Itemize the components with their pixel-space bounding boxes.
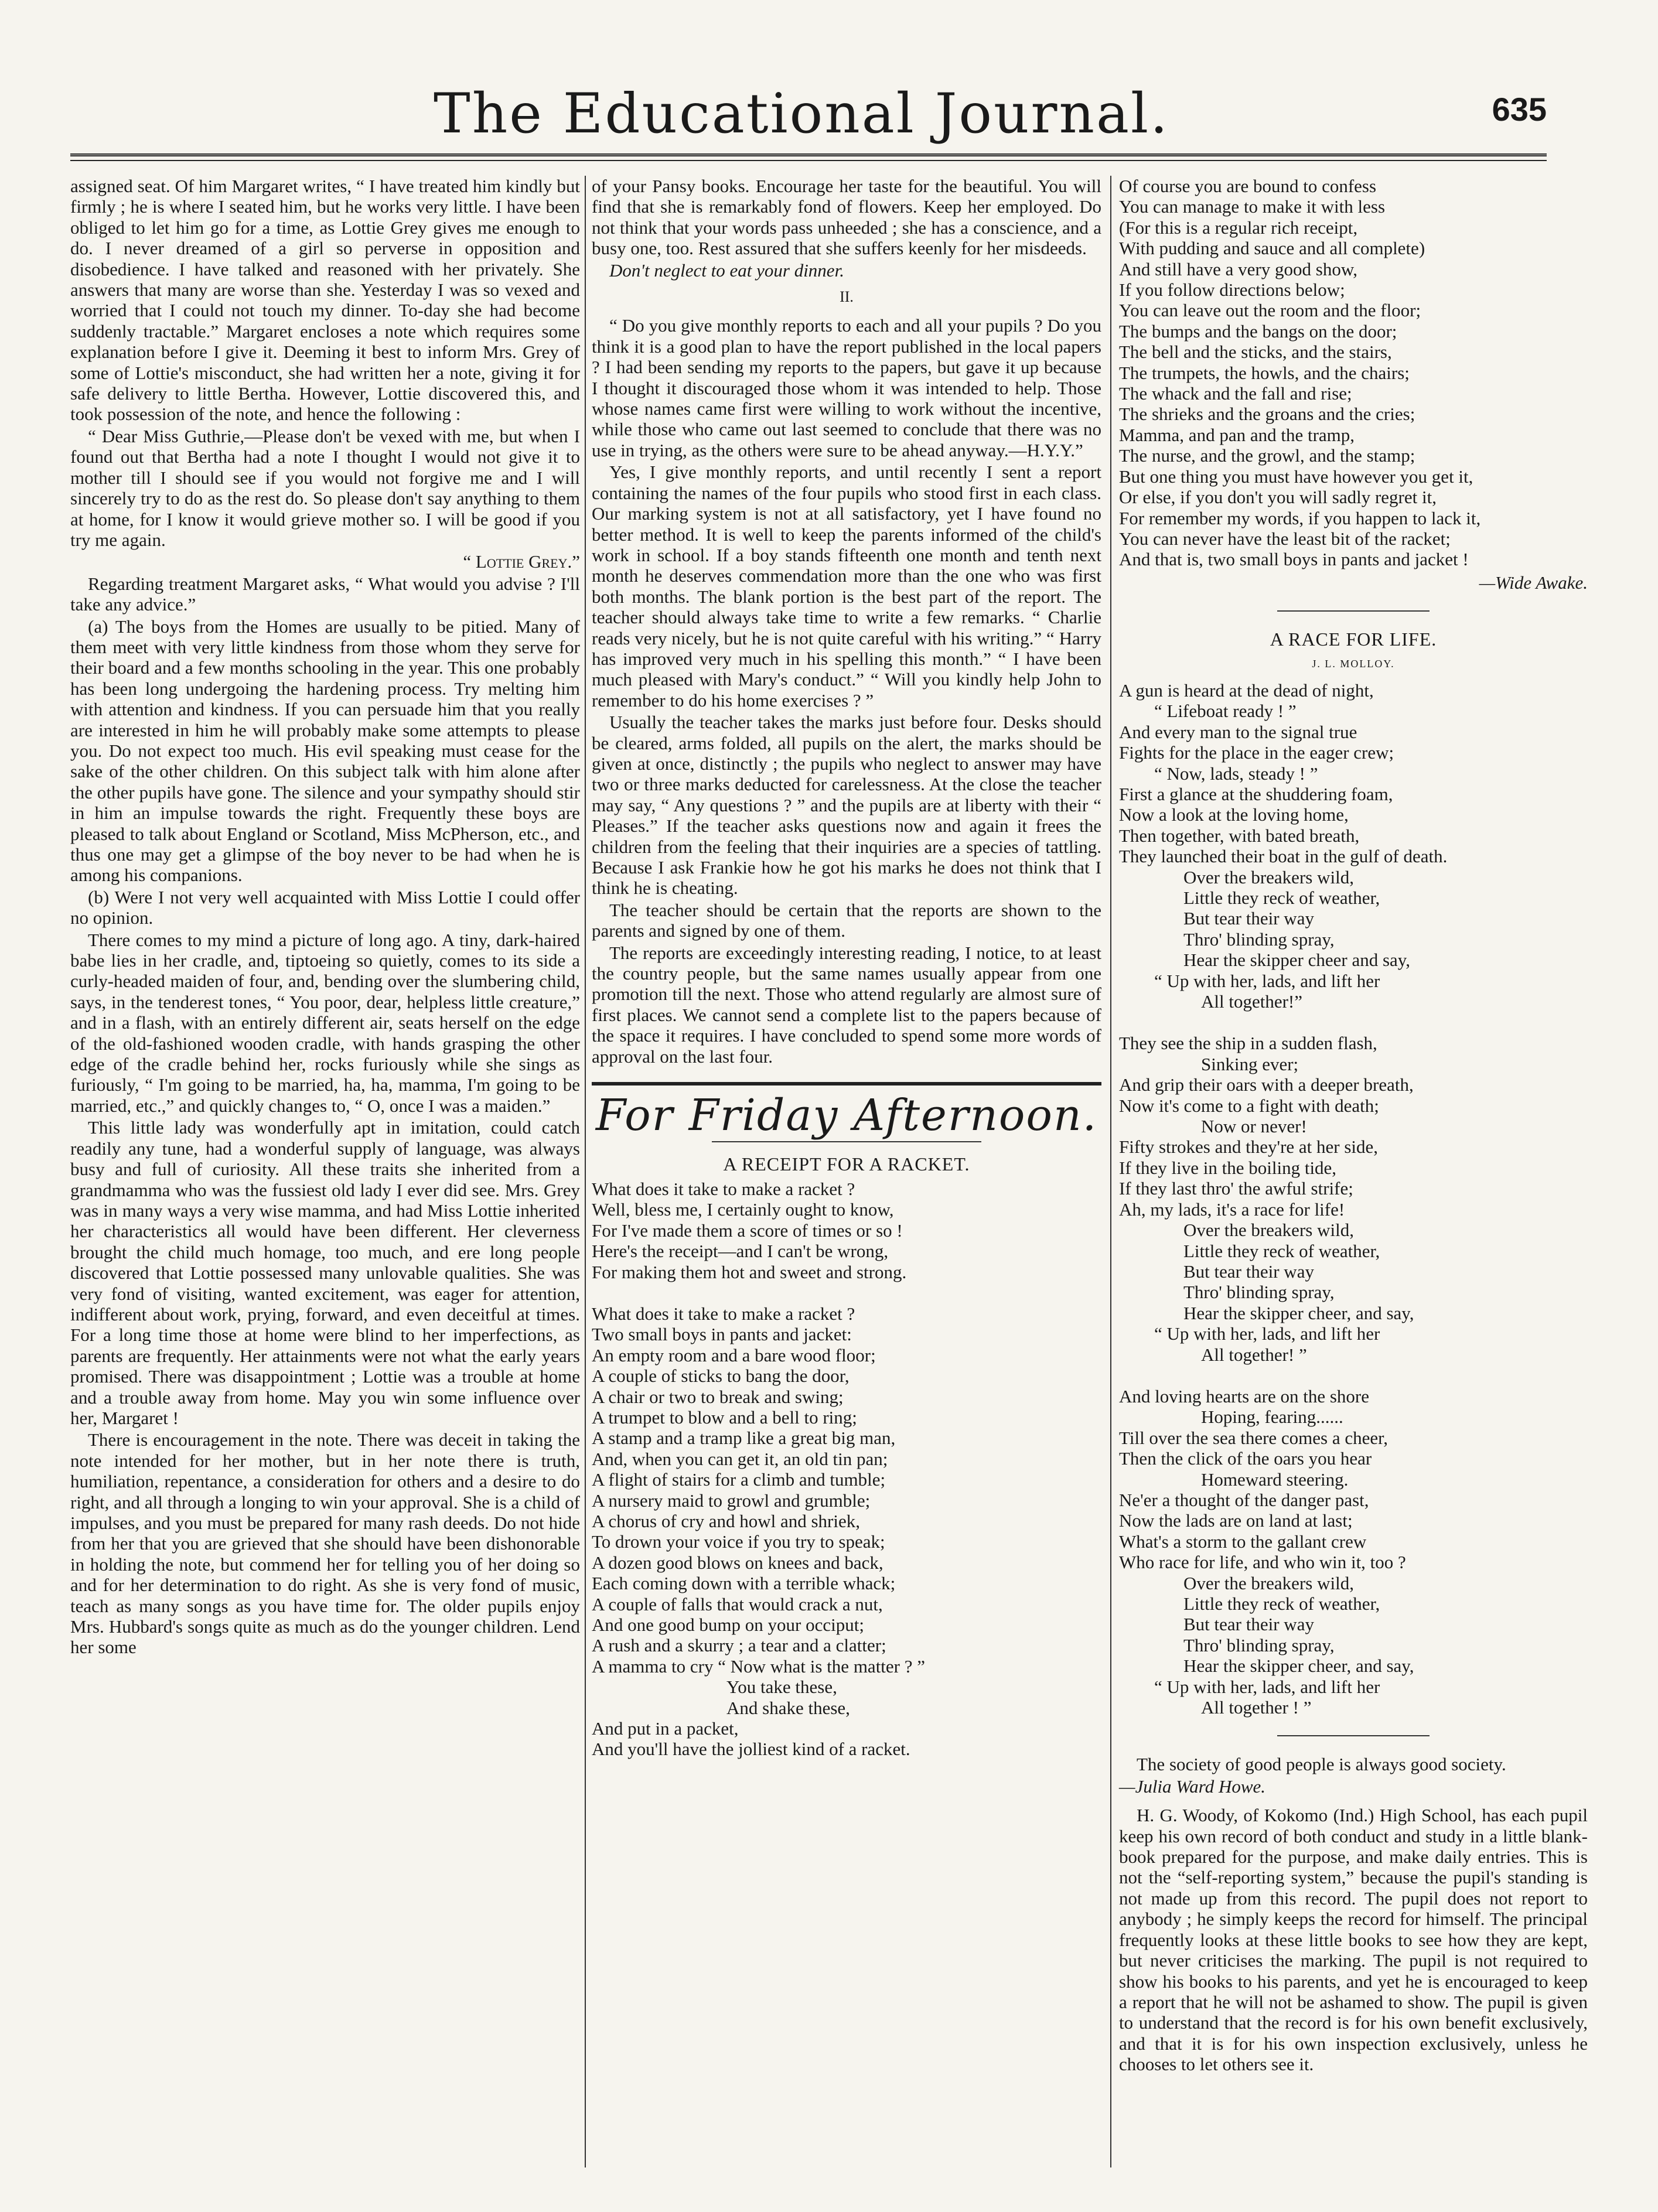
section-number: II. <box>840 288 854 306</box>
poem-line: “ Up with her, lads, and lift her <box>1154 970 1380 991</box>
header-rule <box>70 153 1547 161</box>
paragraph: assigned seat. Of him Margaret writes, “ I have treated him kindly but firmly ; he is where I seated him, but he works very little. I have been obliged to let him go for a time, as Lottie Grey gives me enough to do. I never dreamed of a girl so perverse in opposition and disobedience. I have talked and reasoned with her privately. She answers that many are worse than she. Yesterday I was so vexed and worried that I could not touch my dinner. To-day she had become suddenly tractable.” Margaret encloses a note which requires some explanation before I give it. Deeming it best to inform Mrs. Grey of some of Lottie's misconduct, she had written her a note, giving it for safe delivery to little Bertha. However, Lottie discovered this, and took possession of the note, and hence the following : <box>70 176 580 425</box>
poem-line: And you'll have the jolliest kind of a racket. <box>592 1739 910 1760</box>
poem-line: Then together, with bated breath, <box>1119 825 1360 846</box>
paragraph: There is encouragement in the note. There was deceit in taking the note intended for her mother, but in her note there is truth, humiliation, repentance, a consideration for others and a desire to do right, and all through a longing to win your approval. She is a child of impulses, and you must be prepared for many rash deeds. Do not hide from her that you are grieved that she should have been dishonorable in holding the note, but commend her for telling you of her doing so and for her determination to do right. As she is very fond of music, teach as many songs as you have time for. The older pupils enjoy Mrs. Hubbard's songs quite as much as do the younger children. Lend her some <box>70 1429 580 1658</box>
poem-line: What does it take to make a racket ? <box>592 1178 855 1199</box>
poem-line: They see the ship in a sudden flash, <box>1119 1033 1377 1054</box>
poem-line: Hear the skipper cheer, and say, <box>1183 1655 1414 1677</box>
poem-line: And one good bump on your occiput; <box>592 1614 864 1635</box>
poem-line: Mamma, and pan and the tramp, <box>1119 424 1355 445</box>
poem-author: J. L. MOLLOY. <box>1312 657 1395 670</box>
poem-stanza <box>1119 680 1588 1012</box>
poem-line: A stamp and a tramp like a great big man, <box>592 1428 896 1449</box>
quote: The society of good people is always good society. <box>1137 1754 1506 1775</box>
poem-line: If you follow directions below; <box>1119 279 1345 301</box>
poem-line: A chorus of cry and howl and shriek, <box>592 1510 861 1531</box>
poem-line: But tear their way <box>1183 1614 1314 1635</box>
poem-line: Or else, if you don't you will sadly regret it, <box>1119 487 1437 508</box>
paragraph: Usually the teacher takes the marks just before four. Desks should be cleared, arms folded, all pupils on the alert, the marks should be given at once, distinctly ; the pupils who neglect to answer may have two or three marks deducted for carelessness. At the close the teacher may say, “ Any questions ? ” and the pupils are at liberty with their “ Pleases.” If the teacher asks questions now and again it frees the children from the feeling that their inquiries are a species of tattling. Because I ask Frankie how he got his marks he does not think that I think he is cheating. <box>592 712 1101 899</box>
column-divider <box>585 176 586 2167</box>
poem-line: But tear their way <box>1183 1261 1314 1282</box>
poem-line: All together!” <box>1201 991 1303 1012</box>
poem-stanza <box>1119 1033 1588 1365</box>
poem-line: Over the breakers wild, <box>1183 1572 1354 1593</box>
poem-line: First a glance at the shuddering foam, <box>1119 783 1393 804</box>
divider <box>1277 1735 1430 1736</box>
poem-line: A couple of sticks to bang the door, <box>592 1366 850 1387</box>
poem-line: A chair or two to break and swing; <box>592 1386 844 1407</box>
poem-line: Sinking ever; <box>1201 1053 1299 1074</box>
poem-line: An empty room and a bare wood floor; <box>592 1344 876 1366</box>
poem-line: But one thing you must have however you get it, <box>1119 466 1473 487</box>
poem-line: Thro' blinding spray, <box>1183 1634 1335 1655</box>
poem-line: The whack and the fall and rise; <box>1119 383 1352 404</box>
poem-line: Ah, my lads, it's a race for life! <box>1119 1199 1345 1220</box>
poem-line: Who race for life, and who win it, too ? <box>1119 1552 1406 1573</box>
poem-stanza <box>592 1179 1101 1760</box>
poem-line: To drown your voice if you try to speak; <box>592 1531 885 1552</box>
poem-line: And loving hearts are on the shore <box>1119 1385 1369 1407</box>
poem-line: You can never have the least bit of the racket; <box>1119 528 1451 549</box>
poem-line: “ Up with her, lads, and lift her <box>1154 1323 1380 1344</box>
poem-line: For making them hot and sweet and strong. <box>592 1261 907 1282</box>
column-right <box>1119 176 1588 2076</box>
poem-line: Over the breakers wild, <box>1183 866 1354 887</box>
poem-line: A couple of falls that would crack a nut, <box>592 1593 883 1614</box>
poem-line: Now or never! <box>1201 1116 1307 1137</box>
paragraph: of your Pansy books. Encourage her taste for the beautiful. You will find that she is remarkably fond of flowers. Keep her employed. Do not think that your words pass unheeded ; she has a conscience, and a busy one, too. Rest assured that she suffers keenly for her misdeeds. <box>592 176 1101 259</box>
poem-line: The nurse, and the growl, and the stamp; <box>1119 445 1415 466</box>
divider <box>1277 610 1430 612</box>
poem-line: “ Lifeboat ready ! ” <box>1154 701 1297 722</box>
poem-line: A nursery maid to growl and grumble; <box>592 1490 871 1511</box>
journal-title: The Educational Journal. <box>434 82 1169 146</box>
letter-signature: “ Lottie Grey.” <box>463 551 580 572</box>
poem-line: Now the lads are on land at last; <box>1119 1510 1353 1531</box>
paragraph: “ Do you give monthly reports to each and all your pupils ? Do you think it is a good plan to have the report published in the local papers ? I had been sending my reports to the papers, but gave it up because I thought it discouraged those whom it was intended to help. Those whose names came first were willing to work without the incentive, while those who came out last seemed to conclude that there was no use in trying, as the others were sure to be ahead anyway.—H.Y.Y.” <box>592 315 1101 460</box>
poem-title: A RACE FOR LIFE. <box>1270 629 1437 650</box>
poem-line: All together! ” <box>1201 1344 1307 1365</box>
paragraph: There comes to my mind a picture of long ago. A tiny, dark-haired babe lies in her cradle, and, tiptoeing so quietly, comes to its side a curly-headed maiden of four, and, bending over the slumbering child, says, in the tenderest tones, “ You poor, dear, helpless little creature,” and in a flash, with an entirely different air, seats herself on the edge of the old-fashioned wooden cradle, with hands grasping the other edge of the cradle behind her, rocks furiously while she sings as furiously, “ I'm going to be married, ha, ha, mamma, I'm going to be married, etc.,” and quickly changes to, “ O, once I was a maiden.” <box>70 929 580 1116</box>
poem-line: Well, bless me, I certainly ought to know, <box>592 1199 894 1220</box>
poem-line: A flight of stairs for a climb and tumble; <box>592 1469 886 1490</box>
poem-line: And shake these, <box>726 1697 850 1718</box>
poem-line: (For this is a regular rich receipt, <box>1119 217 1358 238</box>
poem-line: The trumpets, the howls, and the chairs; <box>1119 362 1410 383</box>
paragraph: The reports are exceedingly interesting reading, I notice, to at least the country people, but the same names usually appear from one promotion till the next. Those who attend regularly are almost sure of first places. We cannot send a complete list to the papers because of the space it requires. I have concluded to spend some more words of approval on the last four. <box>592 942 1101 1067</box>
column-middle <box>592 176 1101 1760</box>
poem-continuation <box>1119 176 1588 570</box>
poem-line: For remember my words, if you happen to lack it, <box>1119 507 1481 528</box>
poem-line: What does it take to make a racket ? <box>592 1303 855 1324</box>
paragraph: The teacher should be certain that the reports are shown to the parents and signed by one of them. <box>592 899 1101 941</box>
column-divider <box>1110 176 1111 2167</box>
poem-line: Ne'er a thought of the danger past, <box>1119 1489 1369 1510</box>
poem-title: A RECEIPT FOR A RACKET. <box>723 1153 970 1175</box>
poem-line: Fights for the place in the eager crew; <box>1119 742 1394 763</box>
poem-line: If they live in the boiling tide, <box>1119 1157 1337 1178</box>
poem-line: Thro' blinding spray, <box>1183 1282 1335 1303</box>
poem-line: A trumpet to blow and a bell to ring; <box>592 1407 857 1428</box>
poem-line: You take these, <box>726 1677 837 1698</box>
poem-line: Hear the skipper cheer, and say, <box>1183 1302 1414 1323</box>
poem-line: The bell and the sticks, and the stairs, <box>1119 342 1392 363</box>
poem-line: They launched their boat in the gulf of death. <box>1119 846 1448 867</box>
italic-note: Don't neglect to eat your dinner. <box>609 260 844 281</box>
poem-line: Of course you are bound to confess <box>1119 176 1377 196</box>
paragraph: This little lady was wonderfully apt in imitation, could catch readily any tune, had a wonderful supply of language, was always busy and full of curiosity. All these traits she inherited from a grandmamma who was the fussiest old lady I ever did see. Mrs. Grey was in many ways a very wise mamma, and had Miss Lottie inherited her characteristics all would have been different. Her cleverness brought the child much homage, too much, and ere long people discovered that Lottie possessed many unlovable qualities. She was very fond of visiting, wanted excitement, was eager for attention, indifferent about work, prying, forward, and even deceitful at times. For a long time those at home were blind to her imperfections, as parents are frequently. Her attainments were not what the early years promised. There was disappointment ; Lottie was a trouble at home and a trouble away from home. May you win some influence over her, Margaret ! <box>70 1117 580 1428</box>
poem-line: Now it's come to a fight with death; <box>1119 1095 1379 1116</box>
poem-line: With pudding and sauce and all complete) <box>1119 238 1425 259</box>
poem-line: A gun is heard at the dead of night, <box>1119 680 1374 701</box>
poem-line: If they last thro' the awful strife; <box>1119 1178 1353 1199</box>
section-banner: For Friday Afternoon. <box>592 1082 1101 1141</box>
paragraph: H. G. Woody, of Kokomo (Ind.) High School, has each pupil keep his own record of both conduct and study in a little blank-book prepared for the purpose, and make daily entries. This is not the “self-reporting system,” because the pupil's standing is not made up from this record. The pupil does not report to anybody ; he simply keeps the record for himself. The principal frequently looks at these little books to see how they are kept, but never criticises the marking. The pupil is not required to show his books to his parents, and yet he is encouraged to keep a report that he will not be ashamed to show. The pupil is given to understand that the record is for his own benefit exclusively, and that it is for his own inspection exclusively, unless he chooses to let others see it. <box>1119 1805 1588 2075</box>
poem-stanza <box>1119 1386 1588 1718</box>
poem-line: And, when you can get it, an old tin pan; <box>592 1448 888 1469</box>
poem-line: And every man to the signal true <box>1119 721 1357 742</box>
poem-line: A rush and a skurry ; a tear and a clatter; <box>592 1635 886 1656</box>
letter-paragraph: “ Dear Miss Guthrie,—Please don't be vexed with me, but when I found out that Bertha had a note I thought I would not give it to mother till I should see if you would not forgive me and I will sincerely try to do as the rest do. So please don't say anything to them at home, for I know it would grieve mother so. I will be good if you try me again. <box>70 425 580 550</box>
poem-line: Little they reck of weather, <box>1183 1593 1380 1614</box>
poem-line: Two small boys in pants and jacket: <box>592 1324 852 1345</box>
poem-line: And grip their oars with a deeper breath, <box>1119 1074 1414 1095</box>
poem-line: Fifty strokes and they're at her side, <box>1119 1136 1379 1158</box>
poem-line: Hoping, fearing...... <box>1201 1407 1343 1428</box>
poem-line: All together ! ” <box>1201 1697 1312 1718</box>
paragraph: Regarding treatment Margaret asks, “ What would you advise ? I'll take any advice.” <box>70 573 580 615</box>
paragraph: (b) Were I not very well acquainted with Miss Lottie I could offer no opinion. <box>70 886 580 929</box>
page-number: 635 <box>1492 91 1547 128</box>
poem-attribution: —Wide Awake. <box>1479 572 1588 593</box>
paragraph: Yes, I give monthly reports, and until recently I sent a report containing the names of the four pupils who stood first in each class. Our marking system is not at all satisfactory, yet I have found no better method. It is well to keep the parents informed of the child's work in school. If a boy stands fifteenth one month and tenth next month he deserves commendation more than the one who was first both months. The blank portion is the best part of the report. The teacher should always take time to write a few remarks. “ Charlie reads very nicely, but he is not quite careful with his writing.” “ Harry has improved very much in his spelling this month.” “ I have been much pleased with Mary's conduct.” “ Will you kindly help John to remember to do his home exercises ? ” <box>592 462 1101 711</box>
banner-rule <box>712 1141 981 1142</box>
poem-line: Little they reck of weather, <box>1183 887 1380 908</box>
poem-line: “ Now, lads, steady ! ” <box>1154 763 1318 784</box>
poem-line: What's a storm to the gallant crew <box>1119 1531 1367 1552</box>
poem-line: A dozen good blows on knees and back, <box>592 1552 883 1573</box>
poem-line: And put in a packet, <box>592 1718 739 1739</box>
column-left <box>70 176 580 1659</box>
poem-line: And that is, two small boys in pants and jacket ! <box>1119 549 1469 570</box>
poem-line: Hear the skipper cheer and say, <box>1183 950 1411 971</box>
poem-line: A mamma to cry “ Now what is the matter ? ” <box>592 1655 926 1677</box>
poem-line: The bumps and the bangs on the door; <box>1119 320 1397 342</box>
poem-line: The shrieks and the groans and the cries; <box>1119 404 1415 425</box>
poem-line: But tear their way <box>1183 908 1314 929</box>
poem-line: Thro' blinding spray, <box>1183 929 1335 950</box>
quote-attribution: —Julia Ward Howe. <box>1119 1776 1266 1797</box>
poem-line: Now a look at the loving home, <box>1119 804 1349 825</box>
poem-line: And still have a very good show, <box>1119 258 1357 279</box>
poem-line: Then the click of the oars you hear <box>1119 1448 1372 1469</box>
paragraph: (a) The boys from the Homes are usually to be pitied. Many of them meet with very little kindness from those whom they serve for their board and a few months schooling in the year. This one probably has been long undergoing the hardening process. Try melting him with attention and kindness. If you can persuade him that you really are interested in him he will probably make some attempts to please you. Do not expect too much. His evil speaking must cease for the sake of the other children. On this subject talk with him alone after the other pupils have gone. The silence and your sympathy should stir in him an impulse towards the right. Frequently these boys are pleased to talk about England or Scotland, Miss McPherson, etc., and thus one may get a glimpse of the boy never to be had when he is among his companions. <box>70 616 580 886</box>
poem-line: Little they reck of weather, <box>1183 1240 1380 1261</box>
poem-line: For I've made them a score of times or so ! <box>592 1220 903 1241</box>
poem-line: Each coming down with a terrible whack; <box>592 1573 896 1594</box>
poem-line: Homeward steering. <box>1201 1469 1349 1490</box>
poem-line: You can manage to make it with less <box>1119 196 1386 217</box>
poem-line: You can leave out the room and the floor; <box>1119 300 1421 321</box>
poem-line: Here's the receipt—and I can't be wrong, <box>592 1241 889 1262</box>
poem-line: Till over the sea there comes a cheer, <box>1119 1427 1388 1448</box>
poem-line: Over the breakers wild, <box>1183 1220 1354 1241</box>
masthead <box>70 70 1547 152</box>
poem-line: “ Up with her, lads, and lift her <box>1154 1676 1380 1697</box>
